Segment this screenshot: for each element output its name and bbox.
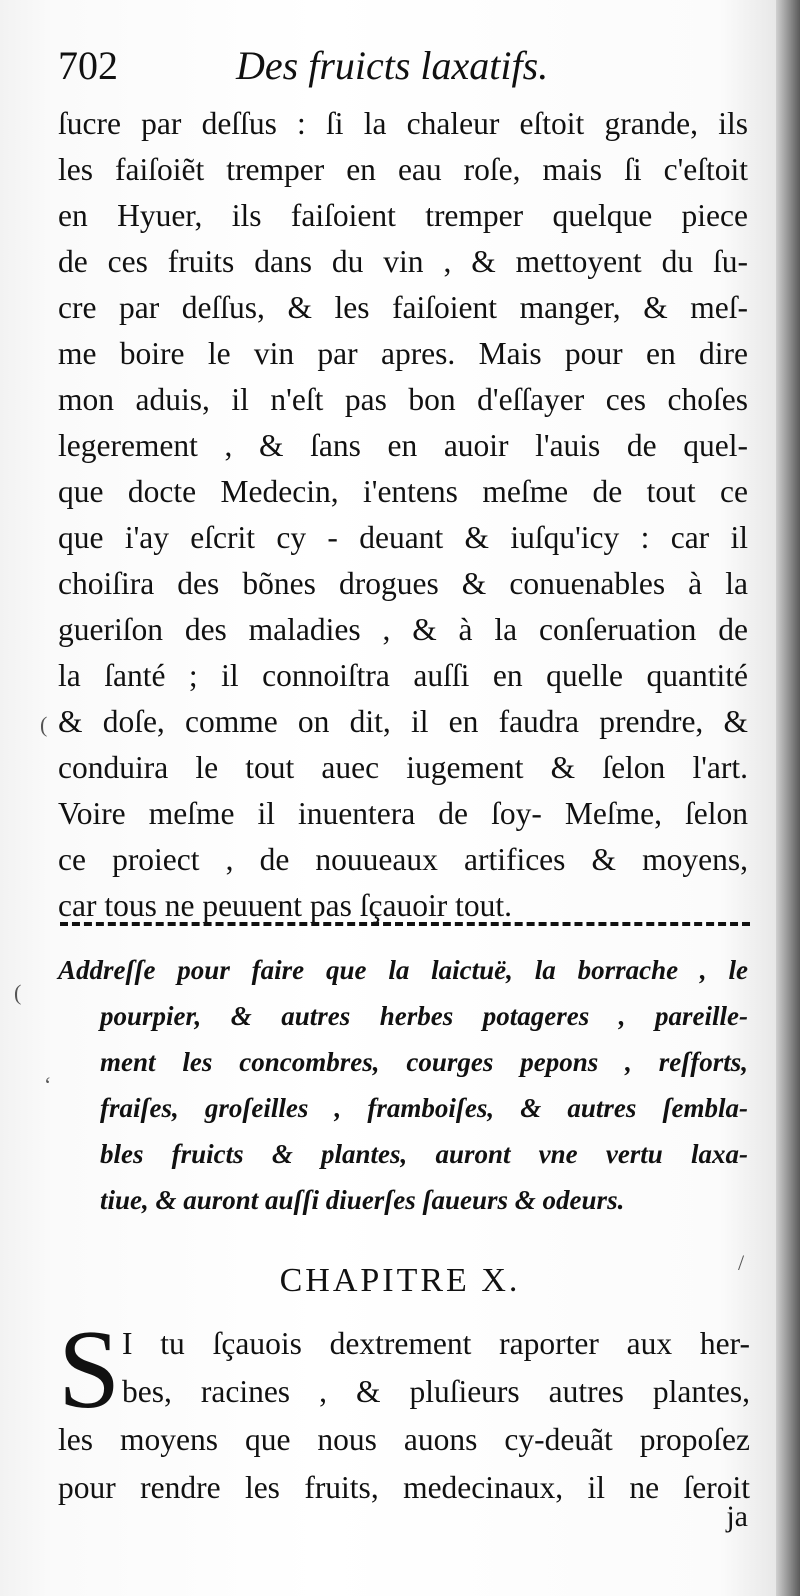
text-line: les moyens que nous auons cy-deuãt propoſez [58,1422,750,1457]
rubric-line: fraiſes, groſeilles , framboiſes, & autres ſembla- [100,1093,748,1123]
drop-cap-initial: S [58,1308,121,1432]
text-line: choiſira des bõnes drogues & conuenables à la [58,566,748,601]
text-line: Voire meſme il inuentera de ſoy- Meſme, ſelon [58,796,748,831]
text-line: en Hyuer, ils faiſoient tremper quelque piece [58,198,748,233]
text-line: bes, racines , & pluſieurs autres plantes, [122,1374,750,1409]
chapter-rubric [58,947,748,1223]
text-line: que docte Medecin, i'entens meſme de tout ce [58,474,748,509]
body-paragraph [58,101,748,929]
text-line: legerement , & ſans en auoir l'auis de quel- [58,428,748,463]
rubric-line: tiue, & auront auſſi diuerſes ſaueurs & odeurs. [100,1185,625,1215]
text-line: que i'ay eſcrit cy - deuant & iuſqu'icy : car il [58,520,748,555]
text-line: la ſanté ; il connoiſtra auſſi en quelle quantité [58,658,748,693]
margin-mark: / [738,1250,745,1275]
text-line: & doſe, comme on dit, il en faudra prendre, & [58,704,748,739]
text-line: car tous ne peuuent pas ſçauoir tout. [58,888,512,923]
text-line: ſucre par deſſus : ſi la chaleur eſtoit grande, ils [58,106,748,141]
margin-mark: ( [40,712,48,737]
chapter-title: CHAPITRE X. [279,1262,521,1299]
text-line: cre par deſſus, & les faiſoient manger, & meſ- [58,290,748,325]
text-line: I tu ſçauois dextrement raporter aux her- [122,1326,750,1361]
text-line: me boire le vin par apres. Mais pour en dire [58,336,748,371]
margin-mark: ʻ [44,1072,52,1097]
running-title: Des fruicts laxatifs. [236,43,549,88]
text-line: de ces fruits dans du vin , & mettoyent du ſu- [58,244,748,279]
rubric-line: bles fruicts & plantes, auront vne vertu laxa- [100,1139,748,1169]
text-line: pour rendre les fruits, medecinaux, il ne ſeroit [58,1470,750,1505]
text-line: gueriſon des maladies , & à la conſeruation de [58,612,748,647]
margin-mark: ( [14,980,22,1005]
section-divider-rule [60,922,750,930]
rubric-line: pourpier, & autres herbes potageres , pareille- [100,1001,748,1031]
text-line: ce proiect , de nouueaux artifices & moyens, [58,842,748,877]
page-header [58,42,758,102]
page-number: 702 [58,43,118,88]
text-line: les faiſoiẽt tremper en eau roſe, mais ſi c'eſtoit [58,152,748,187]
catchword: ja [726,1500,748,1533]
text-line: mon aduis, il n'eſt pas bon d'eſſayer ces choſes [58,382,748,417]
rubric-line: ment les concombres, courges pepons , reſforts, [100,1047,748,1077]
text-line: conduira le tout auec iugement & ſelon l'art. [58,750,748,785]
book-spine-shadow [776,0,800,1596]
chapter-paragraph [58,1308,750,1512]
rubric-line: Addreſſe pour faire que la laictuë, la borrache , le [58,955,748,985]
